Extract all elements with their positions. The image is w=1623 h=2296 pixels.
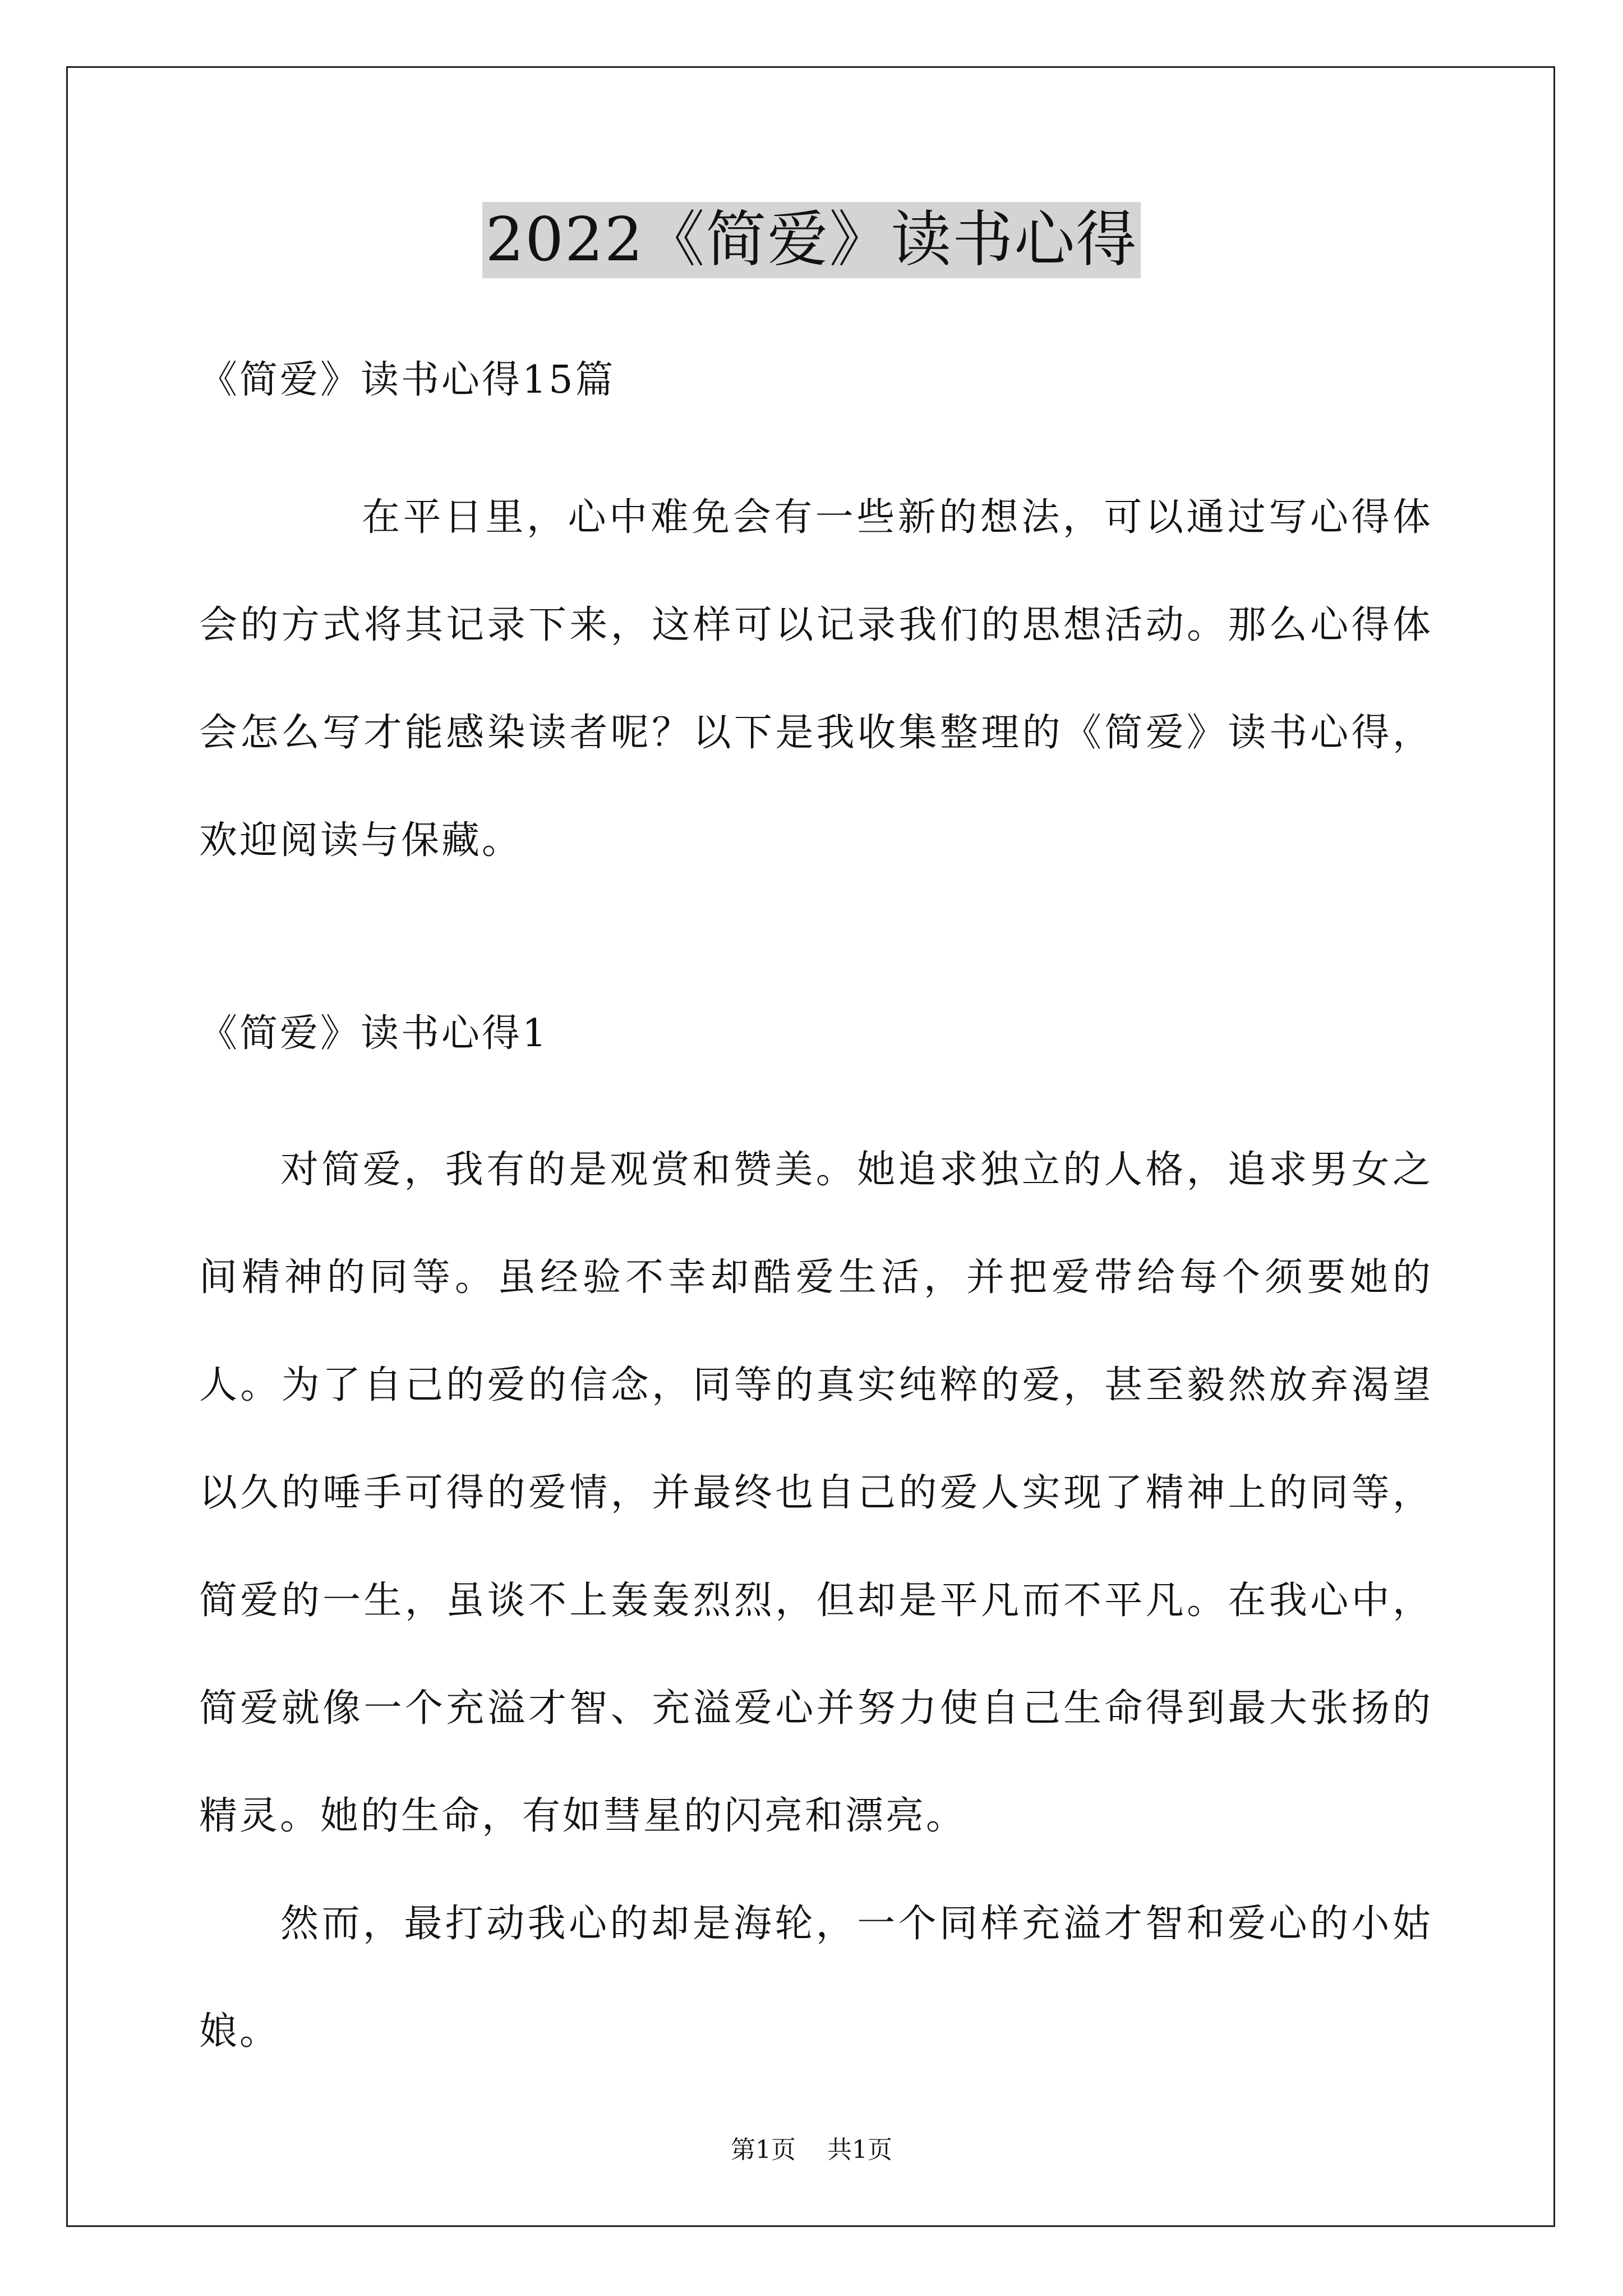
- document-subtitle: 《简爱》读书心得15篇: [199, 358, 616, 402]
- page-total: 共1页: [827, 2136, 892, 2164]
- title-container: [0, 202, 1623, 278]
- body-paragraph: 对简爱，我有的是观赏和赞美。她追求独立的人格，追求男女之间精神的同等。虽经验不幸却酷爱生活，并把爱带给每个须要她的人。为了自己的爱的信念，同等的真实纯粹的爱，甚至毅然放弃渴望以久的唾手可得的爱情，并最终也自己的爱人实现了精神上的同等，简爱的一生，虽谈不上轰轰烈烈，但却是平凡而不平凡。在我心中，简爱就像一个充溢才智、充溢爱心并努力使自己生命得到最大张扬的精灵。她的生命，有如彗星的闪亮和漂亮。: [199, 1148, 1433, 1838]
- page-footer: [0, 2133, 1623, 2167]
- document-body: [199, 348, 1433, 2086]
- section-heading: 《简爱》读书心得1: [199, 1011, 549, 1056]
- body-paragraph: 然而，最打动我心的却是海轮，一个同样充溢才智和爱心的小姑娘。: [199, 1902, 1433, 2054]
- document-title: 2022《简爱》读书心得: [482, 202, 1141, 278]
- page-number: 第1页: [731, 2136, 796, 2164]
- intro-paragraph: 在平日里，心中难免会有一些新的想法，可以通过写心得体会的方式将其记录下来，这样可以记录我们的思想活动。那么心得体会怎么写才能感染读者呢？以下是我收集整理的《简爱》读书心得，欢迎阅读与保藏。: [199, 495, 1433, 863]
